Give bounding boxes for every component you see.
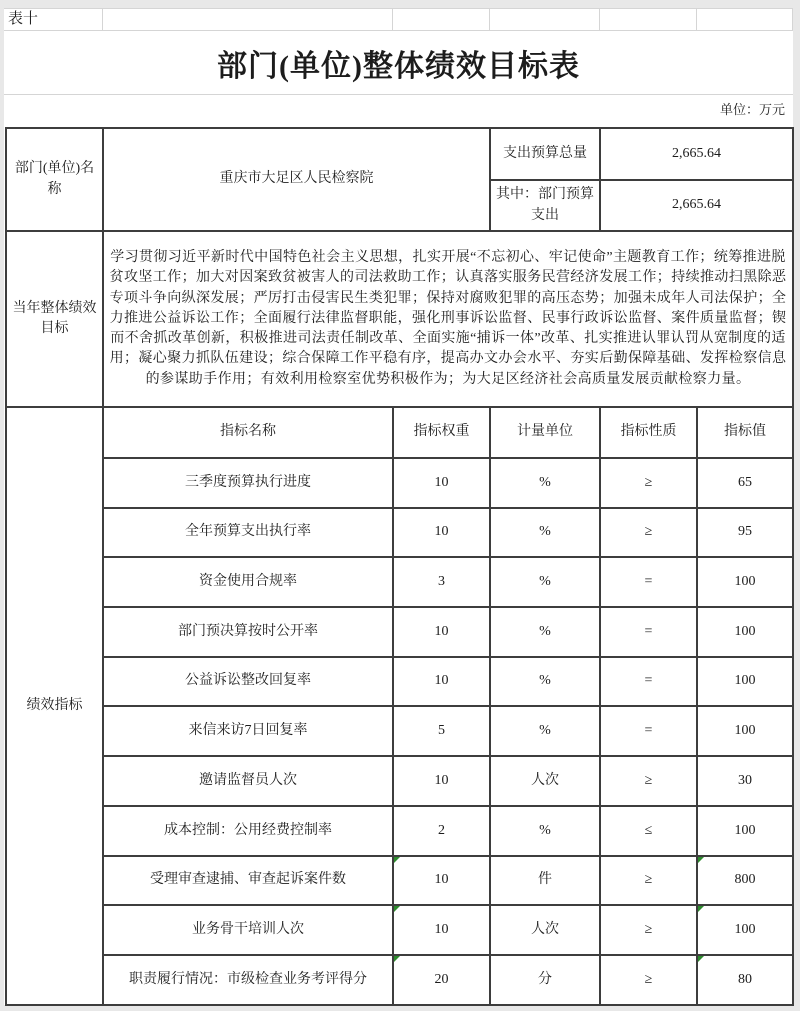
indicator-weight-cell: 10 [393, 508, 490, 558]
annual-goal-text-cell: 学习贯彻习近平新时代中国特色社会主义思想，扎实开展“不忘初心、牢记使命”主题教育工作；统筹推进脱贫攻坚工作；加大对因案致贫被害人的司法救助工作；认真落实服务民营经济发展工作；持续推动扫黑除恶专项斗争向纵深发展；严厉打击侵害民生类犯罪；保持对腐败犯罪的高压态势；加强未成年人司法保护；全力推进公益诉讼工作；全面履行法律监督职能，强化刑事诉讼监督、民事行政诉讼监督、案件质量监督；锲而不舍抓改革创新，积极推进司法责任制改革、全面实施“捕诉一体”改革、扎实推进认罪认罚从宽制度的适用；凝心聚力抓队伍建设；综合保障工作平稳有序，提高办文办会水平、夯实后勤保障基础、发挥检察信息的参谋助手作用；有效利用检察室优势积极作为；为大足区经济社会高质量发展贡献检察力量。 [103, 231, 793, 407]
budget-total-value-cell: 2,665.64 [600, 128, 793, 180]
indicator-name-cell: 来信来访7日回复率 [103, 706, 393, 756]
col-header-indicator-name: 指标名称 [103, 407, 393, 458]
indicator-weight-cell: 10 [393, 607, 490, 657]
indicator-weight-cell: 10 [393, 756, 490, 806]
indicator-value-cell: 30 [697, 756, 793, 806]
measure-unit-cell: 件 [490, 856, 600, 906]
indicator-value-cell: 100 [697, 607, 793, 657]
col-header-indicator-weight: 指标权重 [393, 407, 490, 458]
indicator-weight-cell: 2 [393, 806, 490, 856]
indicator-row [6, 756, 793, 806]
indicator-row [6, 657, 793, 707]
indicator-weight-cell: 20 [393, 955, 490, 1005]
col-header-indicator-nature: 指标性质 [600, 407, 697, 458]
indicator-name-cell: 三季度预算执行进度 [103, 458, 393, 508]
indicator-nature-cell: ≥ [600, 756, 697, 806]
cell-flag-icon [698, 857, 704, 863]
cell-flag-icon [394, 857, 400, 863]
indicator-nature-cell: ≥ [600, 508, 697, 558]
indicator-value-cell: 100 [697, 557, 793, 607]
measure-unit-cell: % [490, 557, 600, 607]
indicator-row [6, 458, 793, 508]
page-title: 部门(单位)整体绩效目标表 [217, 49, 580, 83]
indicator-weight-cell: 10 [393, 458, 490, 508]
indicators-label-cell: 绩效指标 [6, 407, 103, 1005]
indicator-nature-cell: = [600, 706, 697, 756]
indicator-value-cell: 100 [697, 806, 793, 856]
budget-dept-value-cell: 2,665.64 [600, 180, 793, 231]
worksheet [4, 8, 793, 1005]
indicator-name-cell: 成本控制：公用经费控制率 [103, 806, 393, 856]
indicator-row [6, 905, 793, 955]
dept-name-value-cell: 重庆市大足区人民检察院 [103, 128, 490, 231]
indicator-name-cell: 公益诉讼整改回复率 [103, 657, 393, 707]
measure-unit-cell: % [490, 657, 600, 707]
spreadsheet-top-strip [4, 8, 793, 31]
measure-unit-cell: 人次 [490, 756, 600, 806]
indicator-weight-cell: 10 [393, 657, 490, 707]
indicator-name-cell: 资金使用合规率 [103, 557, 393, 607]
measure-unit-cell: % [490, 508, 600, 558]
indicator-value-cell: 95 [697, 508, 793, 558]
indicator-row [6, 508, 793, 558]
cell-flag-icon [698, 906, 704, 912]
indicator-value-cell: 65 [697, 458, 793, 508]
indicator-name-cell: 职责履行情况：市级检查业务考评得分 [103, 955, 393, 1005]
indicator-row [6, 607, 793, 657]
indicator-value-cell: 800 [697, 856, 793, 906]
col-header-indicator-value: 指标值 [697, 407, 793, 458]
indicator-weight-cell: 10 [393, 905, 490, 955]
indicator-row [6, 557, 793, 607]
budget-total-label-cell: 支出预算总量 [490, 128, 600, 180]
empty-grid-cell [393, 9, 490, 30]
cell-flag-icon [394, 956, 400, 962]
indicator-nature-cell: ≤ [600, 806, 697, 856]
budget-dept-label-cell: 其中：部门预算支出 [490, 180, 600, 231]
indicator-value-cell: 100 [697, 905, 793, 955]
measure-unit-cell: 分 [490, 955, 600, 1005]
indicator-name-cell: 全年预算支出执行率 [103, 508, 393, 558]
indicator-value-cell: 100 [697, 706, 793, 756]
dept-name-label-cell: 部门(单位)名称 [6, 128, 103, 231]
col-header-measure-unit: 计量单位 [490, 407, 600, 458]
indicator-row [6, 955, 793, 1005]
indicator-name-cell: 业务骨干培训人次 [103, 905, 393, 955]
table-number-label: 表十 [4, 9, 103, 30]
measure-unit-cell: % [490, 458, 600, 508]
empty-grid-cell [490, 9, 600, 30]
measure-unit-cell: % [490, 607, 600, 657]
cell-flag-icon [698, 956, 704, 962]
indicator-weight-cell: 3 [393, 557, 490, 607]
indicator-name-cell: 受理审查逮捕、审查起诉案件数 [103, 856, 393, 906]
title-row [4, 31, 793, 95]
indicator-nature-cell: ≥ [600, 955, 697, 1005]
indicator-weight-cell: 5 [393, 706, 490, 756]
indicator-row [6, 706, 793, 756]
indicator-nature-cell: = [600, 607, 697, 657]
indicator-name-cell: 部门预决算按时公开率 [103, 607, 393, 657]
indicator-row [6, 856, 793, 906]
indicator-nature-cell: = [600, 657, 697, 707]
performance-target-table [5, 127, 794, 1006]
measure-unit-cell: % [490, 706, 600, 756]
annual-goal-label-cell: 当年整体绩效目标 [6, 231, 103, 407]
indicator-name-cell: 邀请监督员人次 [103, 756, 393, 806]
indicator-value-cell: 100 [697, 657, 793, 707]
measure-unit-cell: 人次 [490, 905, 600, 955]
indicator-nature-cell: ≥ [600, 905, 697, 955]
unit-note: 单位：万元 [719, 102, 785, 117]
empty-grid-cell [103, 9, 393, 30]
measure-unit-cell: % [490, 806, 600, 856]
indicator-weight-cell: 10 [393, 856, 490, 906]
indicator-row [6, 806, 793, 856]
empty-grid-cell [600, 9, 697, 30]
empty-grid-cell [697, 9, 793, 30]
indicator-nature-cell: ≥ [600, 856, 697, 906]
indicator-value-cell: 80 [697, 955, 793, 1005]
indicator-nature-cell: ≥ [600, 458, 697, 508]
indicator-nature-cell: = [600, 557, 697, 607]
cell-flag-icon [394, 906, 400, 912]
